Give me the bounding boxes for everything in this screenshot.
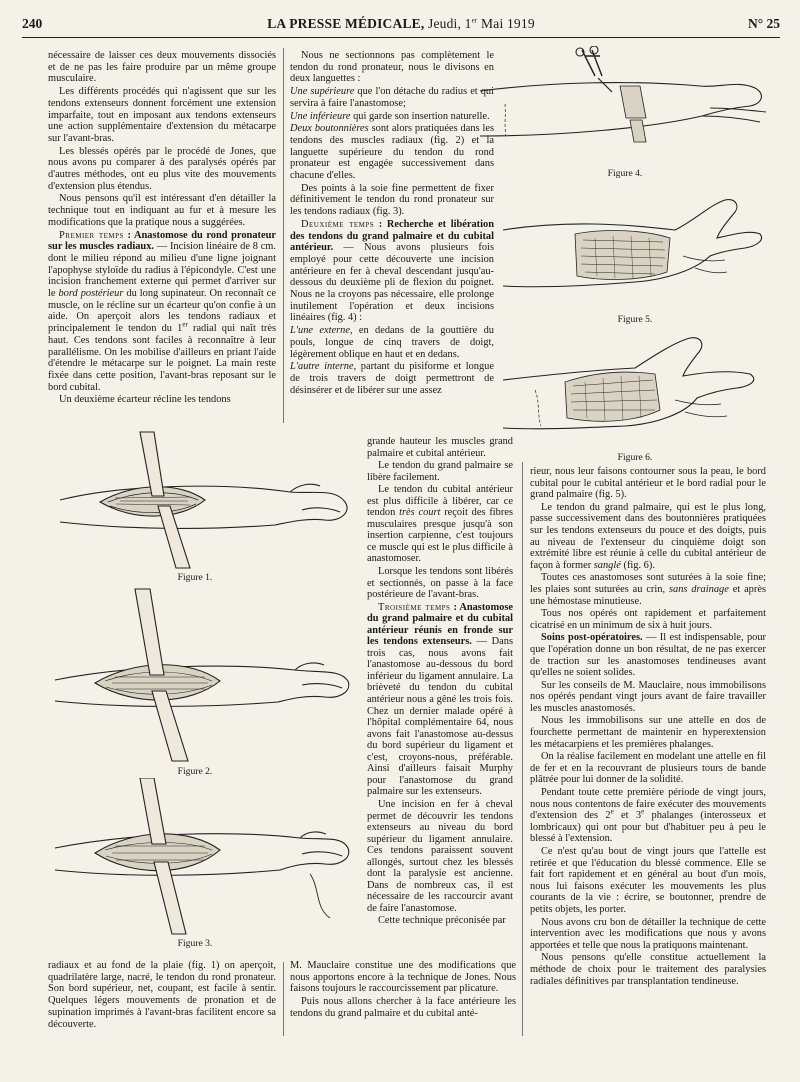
figure-5-illustration (495, 190, 770, 310)
paragraph-text: et 3 (613, 810, 642, 822)
paragraph-text: Pendant toute cette première période de vingt jours, nous nous contentons de faire exécuter des mouvements d'extension des 2 (530, 787, 766, 822)
paragraph: Lorsque les tendons sont libérés et sectionnés, on passe à la face postérieure de l'avant-bras. (367, 566, 513, 601)
italic-text: Une supérieure (290, 86, 355, 98)
paragraph-text: Toutes ces anastomoses sont suturées à la soie fine; les plaies sont suturées au crin, (530, 572, 766, 595)
figure-2-caption: Figure 2. (177, 766, 213, 777)
paragraph (530, 787, 766, 845)
superscript: e (610, 807, 614, 816)
italic-text: très court (399, 507, 441, 519)
paragraph: nécessaire de laisser ces deux mouvements dissociés et de ne pas les faire produire par un même groupe musculaire. (48, 50, 276, 85)
paragraph: radiaux et au fond de la plaie (fig. 1) on aperçoit, quadrilatère large, nacré, le tendon du rond pronateur. Son bord supérieur, net, coupant, est facile à sentir. Quelques légers mouvements de pronation et de supination imprimés à l'avant-bras facilitent encore sa découverte. (48, 960, 276, 1030)
issue-date-sup: er (471, 16, 478, 25)
section-heading: Soins post-opératoires. (541, 632, 643, 644)
section-heading: : Recherche et libération des tendons du grand palmaire et du cubital antérieur. (290, 218, 494, 254)
paragraph: Nous avons cru bon de détailler la technique de cette intervention avec les modifications que nous y avons apportées et telle que nous la pratiquons maintenant. (530, 916, 766, 951)
paragraph: Nous ne sectionnons pas complètement le tendon du rond pronateur, nous le divisons en deux languettes : (290, 50, 494, 85)
italic-text: bord postérieur (58, 288, 124, 300)
superscript: e (641, 807, 645, 816)
paragraph: Sur les conseils de M. Mauclaire, nous immobilisons nos opérés pendant vingt jours avant de faire travailler les muscles anastomosés. (530, 679, 766, 714)
section-label: Troisième temps (378, 601, 451, 613)
paragraph: Un deuxième écarteur récline les tendons (59, 394, 231, 406)
paragraph (290, 86, 494, 109)
paragraph-text: Le tendon du cubital antérieur est plus difficile à libérer, car ce tendon (367, 484, 513, 519)
figure-2-illustration (40, 585, 355, 765)
column-1-bottom (48, 960, 276, 1031)
paragraph: Puis nous allons chercher à la face antérieure les tendons du grand palmaire et du cubital anté- (290, 996, 516, 1019)
column-3 (530, 466, 766, 988)
column-2-top (290, 50, 494, 397)
italic-text: L'autre interne (290, 361, 354, 373)
figure-6-illustration (495, 330, 775, 450)
journal-title (22, 16, 780, 32)
paragraph-text: , en dedans de la gouttière du pouls, longue de cinq travers de doigt, légèrement oblique en haut et en dedans. (290, 325, 494, 360)
column-separator (522, 462, 523, 1036)
journal-name: LA PRESSE MÉDICALE, (267, 16, 425, 31)
column-separator (283, 962, 284, 1036)
italic-text: Une inférieure (290, 110, 351, 122)
issue-date: Jeudi, 1 (428, 16, 472, 31)
paragraph-text: — Nous avons plusieurs fois employé pour cette découverte une incision antérieure en fer à cheval descendant jusqu'au-dessous du deuxième pli de flexion du poignet. Nous ne la croyons pas nécessaire, elle prolonge inutilement l'opération et deux incisions linéaires (fig. 4) : (290, 242, 494, 324)
paragraph: Les différents procédés qui n'agissent que sur les tendons extenseurs donnent forcément une extension imparfaite, tout en imposant aux tendons extenseurs une action supplémentaire d'extension du métacarpe sur l'avant-bras. (48, 86, 276, 144)
paragraph (530, 632, 766, 678)
paragraph: Nous pensons qu'elle constitue actuellement la méthode de choix pour le traitement des paralysies radiales définitives par transplantation tendineuse. (530, 952, 766, 987)
italic-text: sans drainage (668, 583, 729, 595)
column-separator (283, 48, 284, 423)
paragraph: Tous nos opérés ont rapidement et parfaitement cicatrisé en un minimum de six à huit jours. (530, 608, 766, 631)
paragraph: M. Mauclaire constitue une des modifications que nous apportons encore à la technique de Jones. Nous faisons toujours le raccourcissement par plicature. (290, 960, 516, 995)
figure-3-illustration (40, 778, 355, 938)
paragraph (290, 361, 494, 396)
issue-date-rest: Mai 1919 (477, 16, 535, 31)
paragraph-text: qui garde son insertion naturelle. (350, 110, 490, 122)
column-1-top (48, 50, 276, 407)
figure-4-caption: Figure 4. (607, 168, 643, 179)
paragraph: Cette technique préconisée par (378, 915, 506, 927)
column-2-bottom (290, 960, 516, 1021)
figure-5-caption: Figure 5. (617, 314, 653, 325)
paragraph: Les blessés opérés par le procédé de Jones, que nous avons pu comparer à des paralysés opérés par d'autres méthodes, ont eu plus vite des mouvements d'extension plus étendus. (48, 145, 276, 192)
paragraph-text: — Dans trois cas, nous avons fait l'anastomose au-dessous du bord inférieur du ligament annulaire. La brièveté du tendon du cubital antérieur nous a gêné les trois fois. Chez un dernier malade opéré à l'hôpital complémentaire 64, nous avons fait l'anastomose au-dessus du bord supérieur du ligament et c'est, croyons-nous, préférable. Ainsi d'ailleurs faisait Murphy pour l'anastomose du grand palmaire sur les extenseurs. (367, 636, 513, 798)
paragraph (290, 219, 494, 324)
italic-text: L'une externe (290, 325, 350, 337)
paragraph-text: du long supinateur. On reconnaît ce muscle, on le récline sur un écarteur qu'on confie à un aide. On aperçoit alors les tendons radiaux et principalement le tendon du 1 (48, 288, 276, 335)
paragraph: On la réalise facilement en modelant une attelle en fil de fer et en la recouvrant de plusieurs tours de bande plâtrée pour lui donner de la solidité. (530, 751, 766, 786)
paragraph (367, 484, 513, 565)
paragraph: Des points à la soie fine permettent de fixer définitivement le tendon du rond pronateur sur les tendons radiaux (fig. 3). (290, 182, 494, 218)
paragraph-text: que l'on détache du radius et qui servira à faire l'anastomose; (290, 86, 494, 109)
figure-3-caption: Figure 3. (177, 938, 213, 949)
paragraph: Nous les immobilisons sur une attelle en dos de fourchette permettant de maintenir en hyperextension les métacarpiens et les premières phalanges. (530, 715, 766, 750)
paragraph-text: — Incision linéaire de 8 cm. dont le milieu répond au milieu d'une ligne joignant l'apophyse styloïde du radius à l'épicondyle. C'est une incision franchement externe qui permet d'arriver sur le (48, 241, 276, 300)
paragraph (290, 111, 494, 123)
superscript: er (182, 320, 188, 329)
issue-number: N° 25 (747, 16, 780, 31)
paragraph-text: sont alors pratiquées dans les tendons des muscles radiaux (fig. 2) et la languette supérieure du tendon du rond pronateur est engagée successivement dans chacune d'elles. (290, 123, 494, 182)
paragraph-text: reçoit des fibres musculaires presque jusqu'à son insertion carpienne, c'est toujours ce muscle qui est le plus difficile à anastomoser. (367, 507, 513, 565)
section-heading: : Anastomose du grand palmaire et du cubital antérieur réunis en fronde sur les tendons extenseurs. (367, 601, 513, 648)
italic-text: Deux boutonnières (290, 123, 369, 135)
paragraph (290, 325, 494, 360)
paragraph (530, 572, 766, 607)
paragraph-text: (fig. 6). (620, 559, 655, 571)
paragraph (48, 230, 276, 394)
paragraph-text: phalanges (interosseux et lombricaux) qui ont pour but d'habituer peu à peu le blessé à l'extension. (530, 810, 766, 845)
paragraph-text: Le tendon du grand palmaire, qui est le plus long, passe successivement dans des boutonnières pratiquées sur les tendons extenseurs du pouce et des doigts, puis au niveau de l'extenseur du cinquième doigt son extrémité libre est réunie à celle du cubital antérieur de façon à former (530, 501, 766, 571)
paragraph: rieur, nous leur faisons contourner sous la peau, le bord cubital pour le cubital antérieur et le bord radial pour le grand palmaire (fig. 5). (530, 466, 766, 501)
paragraph: grande hauteur les muscles grand palmaire et cubital antérieur. (367, 436, 513, 459)
figure-4-illustration (470, 46, 770, 166)
paragraph (530, 502, 766, 572)
paragraph: Nous pensons qu'il est intéressant d'en détailler la technique tout en indiquant au fur et à mesure les modifications que la pratique nous a suggérées. (48, 193, 276, 228)
paragraph: Ce n'est qu'au bout de vingt jours que l'attelle est retirée et que l'éducation du blessé commence. Elle se fait fort rapidement et en général au bout d'un mois, nous lui faisons exécuter les mouvements les plus courants de la vie : écrire, se boutonner, prendre de petits objets, les porter. (530, 846, 766, 915)
paragraph: Le tendon du grand palmaire se libère facilement. (367, 460, 513, 483)
paragraph-text: radial qui naît très haut. Ces tendons sont faciles à reconnaître à leur parallélisme. On les mobilise d'ailleurs en priant l'aide d'étendre le métacarpe sur le poignet. La main reste fixée dans cette position, l'avant-bras reposant sur le bord cubital. (48, 323, 276, 393)
paragraph: Une incision en fer à cheval permet de découvrir les tendons extenseurs au niveau du bord supérieur du ligament annulaire. Ces tendons paraissent souvent allongés, surtout chez les blessés dont la paralysie est ancienne. Dans de nombreux cas, il est nécessaire de les raccourcir avant de faire l'anastomose. (367, 798, 513, 914)
figure-1-illustration (40, 430, 355, 570)
section-heading: : Anastomose du rond pronateur sur les muscles radiaux. (48, 229, 276, 253)
italic-text: sanglé (593, 559, 621, 571)
paragraph-text: et après une hémostase minutieuse. (530, 583, 766, 607)
paragraph (367, 602, 513, 798)
paragraph (290, 123, 494, 182)
section-label: Premier temps (59, 229, 124, 241)
figure-1-caption: Figure 1. (177, 572, 213, 583)
page-number: 240 (22, 16, 43, 31)
paragraph-text: — Il est indispensable, pour que l'opération donne un bon résultat, de ne pas exercer de traction sur les anastomoses tendineuses avant qu'elles ne soient solides. (530, 632, 766, 679)
paragraph-text: , partant du pisiforme et longue de trois travers de doigt permettront de désinsérer et de libérer sur une assez (290, 361, 494, 396)
figure-6-caption: Figure 6. (617, 452, 653, 463)
section-label: Deuxième temps (301, 218, 375, 230)
page-header (22, 14, 780, 38)
column-2-narrow (367, 436, 513, 928)
